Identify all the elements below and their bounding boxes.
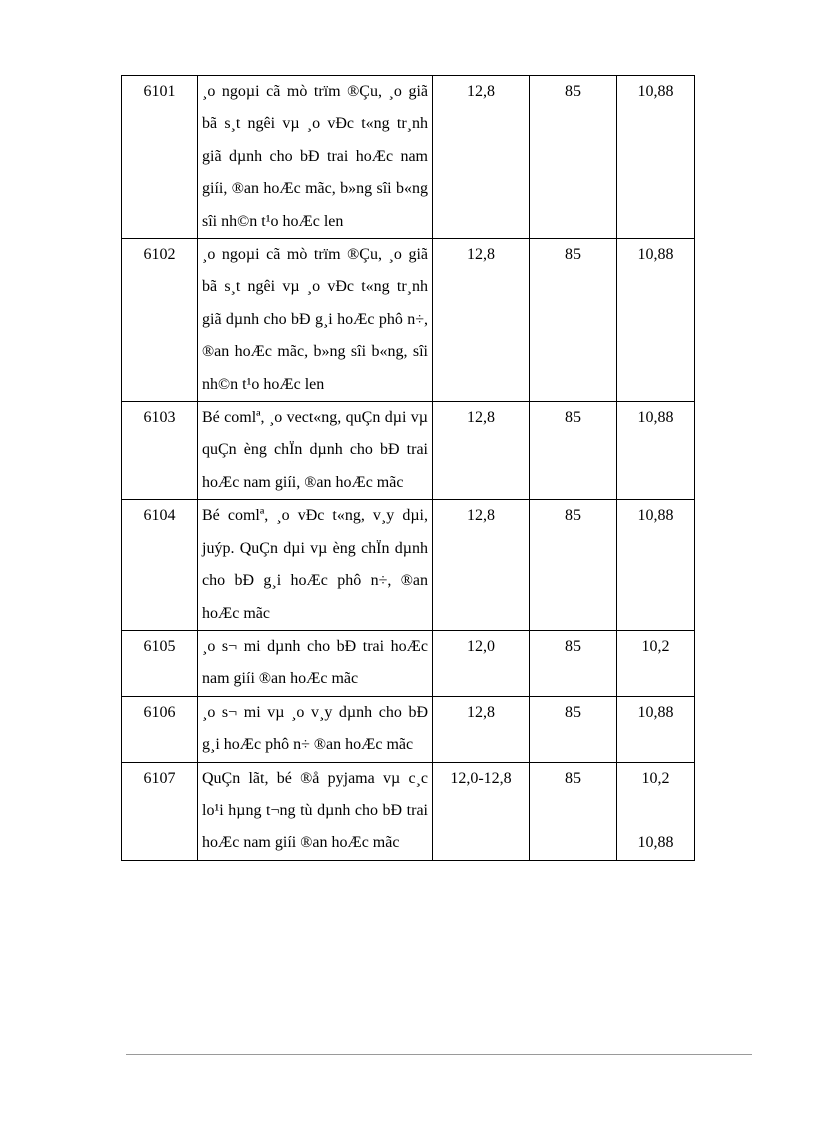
- rate-2-cell: 85: [530, 762, 617, 860]
- table-row: [122, 500, 695, 631]
- rate-1-cell: 12,8: [433, 696, 530, 762]
- rate-2-cell: 85: [530, 402, 617, 500]
- rate-1-cell: 12,0: [433, 630, 530, 696]
- rate-3-value-high: 10,88: [637, 834, 674, 852]
- rate-3-cell: 10,88: [617, 76, 695, 239]
- rate-3-cell: 10,88: [617, 239, 695, 402]
- description-cell: ¸o s¬ mi dµnh cho bÐ trai hoÆc nam giíi ®an hoÆc mãc: [198, 630, 433, 696]
- rate-2-cell: 85: [530, 630, 617, 696]
- rate-1-cell: 12,8: [433, 239, 530, 402]
- table-row: [122, 402, 695, 500]
- rate-1-cell: 12,0-12,8: [433, 762, 530, 860]
- description-cell: QuÇn lãt, bé ®å pyjama vµ c¸c lo¹i hµng t¬ng tù dµnh cho bÐ trai hoÆc nam giíi ®an hoÆc mãc: [198, 762, 433, 860]
- hs-code-cell: 6101: [122, 76, 198, 239]
- rate-2-cell: 85: [530, 696, 617, 762]
- table-row: [122, 76, 695, 239]
- description-cell: Bé comlª, ¸o vÐc t«ng, v¸y dµi, juýp. QuÇn dµi vµ èng chÏn dµnh cho bÐ g¸i hoÆc phô n÷, ®an hoÆc mãc: [198, 500, 433, 631]
- hs-code-cell: 6103: [122, 402, 198, 500]
- tariff-table: [121, 75, 695, 861]
- description-cell: ¸o ngoµi cã mò trïm ®Çu, ¸o giã bã s¸t ngêi vµ ¸o vÐc t«ng tr¸nh giã dµnh cho bÐ trai hoÆc nam giíi, ®an hoÆc mãc, b»ng sîi b«ng sîi nh©n t¹o hoÆc len: [198, 76, 433, 239]
- hs-code-cell: 6102: [122, 239, 198, 402]
- table-row: [122, 762, 695, 860]
- description-cell: ¸o ngoµi cã mò trïm ®Çu, ¸o giã bã s¸t ngêi vµ ¸o vÐc t«ng tr¸nh giã dµnh cho bÐ g¸i hoÆc phô n÷, ®an hoÆc mãc, b»ng sîi b«ng, sîi nh©n t¹o hoÆc len: [198, 239, 433, 402]
- hs-code-cell: 6105: [122, 630, 198, 696]
- rate-3-gap: [621, 795, 690, 827]
- rate-3-value-low: 10,2: [641, 769, 670, 787]
- description-cell: Bé comlª, ¸o vect«ng, quÇn dµi vµ quÇn èng chÏn dµnh cho bÐ trai hoÆc nam giíi, ®an hoÆc mãc: [198, 402, 433, 500]
- rate-2-cell: 85: [530, 76, 617, 239]
- rate-3-cell: 10,2: [617, 630, 695, 696]
- rate-1-cell: 12,8: [433, 500, 530, 631]
- rate-3-cell: [617, 762, 695, 860]
- rate-1-cell: 12,8: [433, 76, 530, 239]
- footer-rule: [126, 1054, 752, 1055]
- table-row: [122, 239, 695, 402]
- rate-3-cell: 10,88: [617, 402, 695, 500]
- description-cell: ¸o s¬ mi vµ ¸o v¸y dµnh cho bÐ g¸i hoÆc phô n÷ ®an hoÆc mãc: [198, 696, 433, 762]
- hs-code-cell: 6106: [122, 696, 198, 762]
- hs-code-cell: 6104: [122, 500, 198, 631]
- rate-3-cell: 10,88: [617, 500, 695, 631]
- rate-1-cell: 12,8: [433, 402, 530, 500]
- rate-2-cell: 85: [530, 239, 617, 402]
- rate-2-cell: 85: [530, 500, 617, 631]
- rate-3-cell: 10,88: [617, 696, 695, 762]
- table-row: [122, 630, 695, 696]
- hs-code-cell: 6107: [122, 762, 198, 860]
- table-row: [122, 696, 695, 762]
